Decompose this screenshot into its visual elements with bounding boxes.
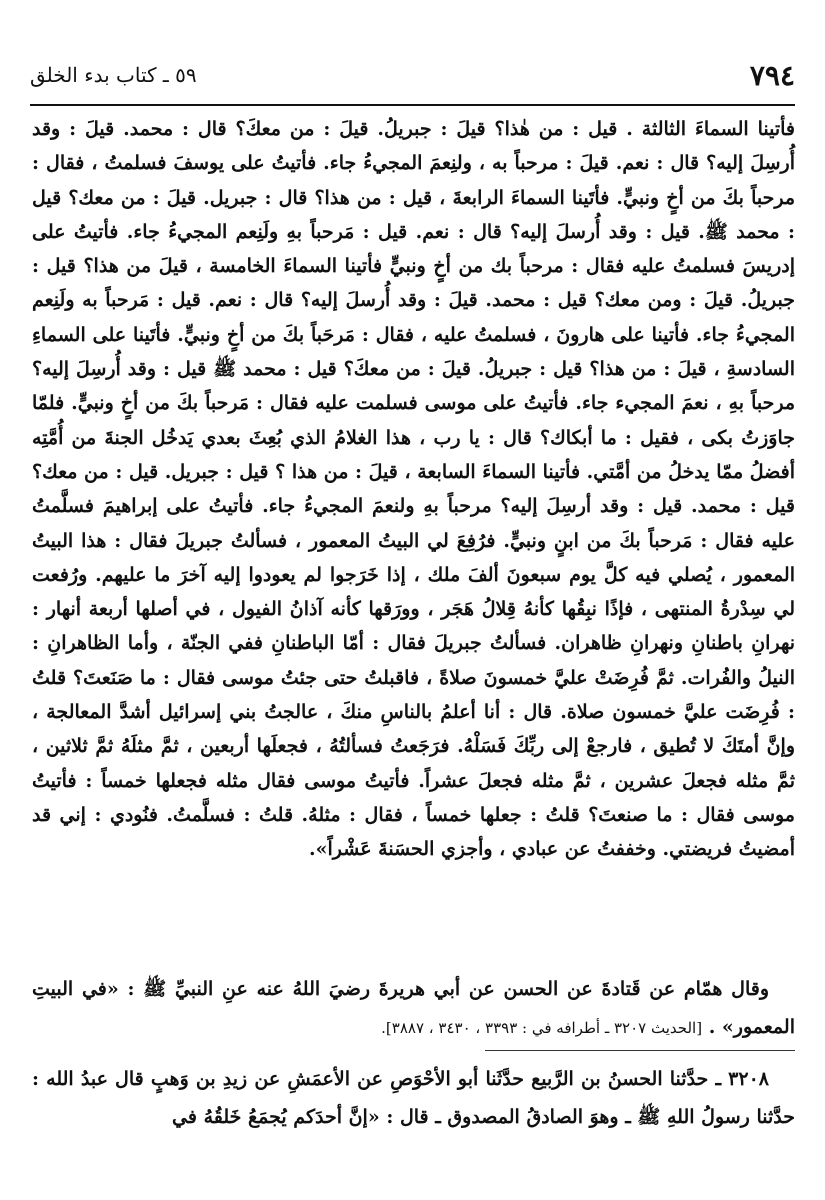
main-text-block: [32, 112, 795, 867]
narration-block: [32, 970, 795, 1047]
page-header: [30, 52, 795, 98]
header-rule: [30, 104, 795, 106]
page-number: ٧٩٤: [749, 58, 795, 92]
main-paragraph: فأتينا السماءَ الثالثة . قيل : من هٰذا؟ قيلَ : جبريلُ. قيلَ : من معكَ؟ قال : محمد. قيلَ : وقد أُرسِلَ إليه؟ قال : نعم. قيلَ : مرحباً به ، ولنِعمَ المجيءُ جاء. فأتيتُ على يوسفَ فسلمتُ ، فقال : مرحباً بكَ من أخٍ ونبيٍّ. فأتَينا السماءَ الرابعةَ ، قيل : من هذا؟ قال : جبريل. قيلَ : من معك؟ قيل : محمد ﷺ. قيل : وقد أُرسلَ إليه؟ قال : نعم. قيل : مَرحباً بهِ ولَنِعم المجيءُ جاء. فأتيتُ على إدريسَ فسلمتُ عليه فقال : مرحباً بك من أخٍ ونبيٍّ فأتينا السماءَ الخامسة ، قيلَ من هذا؟ قيل : جبريلُ. قيلَ : ومن معك؟ قيل : محمد. قيلَ : وقد أُرسلَ إليه؟ قال : نعم. قيل : مَرحباً به ولَنِعم المجيءُ جاء. فأتينا على هارونَ ، فسلمتُ عليه ، فقال : مَرحَباً بكَ من أخٍ ونبيٍّ. فأتَينا على السماءِ السادسةِ ، قيلَ : من هذا؟ قيل : جبريلُ. قيلَ : من معكَ؟ قيل : محمد ﷺ قيل : وقد أُرسِلَ إليه؟ مرحباً بهِ ، نعمَ المجيء جاء. فأتيتُ على موسى فسلمت عليه فقال : مَرحباً بكَ من أخٍ ونبيٍّ. فلمّا جاوَزتُ بكى ، فقيل : ما أبكاك؟ قال : يا رب ، هذا الغلامُ الذي بُعِثَ بعدي يَدخُل الجنةَ من أُمَّتِه أفضلُ ممّا يدخلُ من أمَّتي. فأتينا السماءَ السابعة ، قيلَ : من هذا ؟ قيل : جبريل. قيل : من معك؟ قيل : محمد. قيل : وقد أرسِلَ إليه؟ مرحباً بهِ ولنعمَ المجيءُ جاء. فأتيتُ على إبراهيمَ فسلَّمتُ عليه فقال : مَرحباً بكَ من ابنٍ ونبيٍّ. فرُفِعَ لي البيتُ المعمور ، فسألتُ جبريلَ فقال : هذا البيتُ المعمور ، يُصلي فيه كلَّ يوم سبعونَ ألفَ ملك ، إذا خَرَجوا لم يعودوا إليه آخرَ ما عليهم. ورُفعت لي سِدْرةُ المنتهى ، فإذًا نبِقُها كأنهُ قِلالُ هَجَر ، وورَقها كأنه آذانُ الفيول ، في أصلها أربعة أنهار : نهرانِ باطنانِ ونهرانِ ظاهران. فسألتُ جبريلَ فقال : أمّا الباطنانِ ففي الجنّة ، وأما الظاهرانِ : النيلُ والفُرات. ثمَّ فُرِضَتْ عليَّ خمسونَ صلاةً ، فاقبلتُ حتى جئتُ موسى فقال : ما صَنَعتَ؟ قلتُ : فُرِضَت عليَّ خمسون صلاة. قال : أنا أعلمُ بالناسِ منكَ ، عالجتُ بني إسرائيل أشدَّ المعالجة ، وإنَّ أمتَكَ لا تُطيق ، فارجعْ إلى ربِّكَ فَسَلْهُ. فرَجَعتُ فسألتُهُ ، فجعلَها أربعين ، ثمَّ مثلَهُ ثمَّ ثلاثين ، ثمَّ مثله فجعلَ عشرين ، ثمَّ مثله فجعلَ عشراً. فأتيتُ موسى فقال مثله فجعلها خمساً : فأتيتُ موسى فقال : ما صنعتَ؟ قلتُ : جعلها خمساً ، فقال : مثلهُ. قلتُ : فسلَّمتُ. فنُودي : إني قد أمضيتُ فريضتي. وخففتُ عن عبادي ، وأجزي الحسَنةَ عَشْراً».: [32, 118, 795, 861]
section-divider: [485, 1050, 795, 1051]
hadith-paragraph: ٣٢٠٨ ـ حدَّثنا الحسنُ بن الرَّبيع حدَّثَنا أبو الأحْوَصِ عن الأعمَشِ عن زيدِ بن وَهبٍ قال عبدُ الله : حدَّثنا رسولُ اللهِ ﷺ ـ وهوَ الصادقُ المصدوق ـ قال : «إنَّ أحدَكم يُجمَعُ خَلقُهُ في: [32, 1068, 795, 1128]
running-title: ٥٩ ـ كتاب بدء الخلق: [30, 63, 197, 87]
narration-paragraph: [32, 970, 795, 1047]
hadith-block: [32, 1060, 795, 1136]
narration-text: وقال همّام عن قَتادةَ عن الحسن عن أبي هريرةَ رضيَ اللهُ عنه عنِ النبيِّ ﷺ : «في البيتِ المعمور» .: [32, 978, 795, 1038]
hadith-reference: [الحديث ٣٢٠٧ ـ أطرافه في : ٣٣٩٣ ، ٣٤٣٠ ، ٣٨٨٧].: [381, 1019, 703, 1037]
